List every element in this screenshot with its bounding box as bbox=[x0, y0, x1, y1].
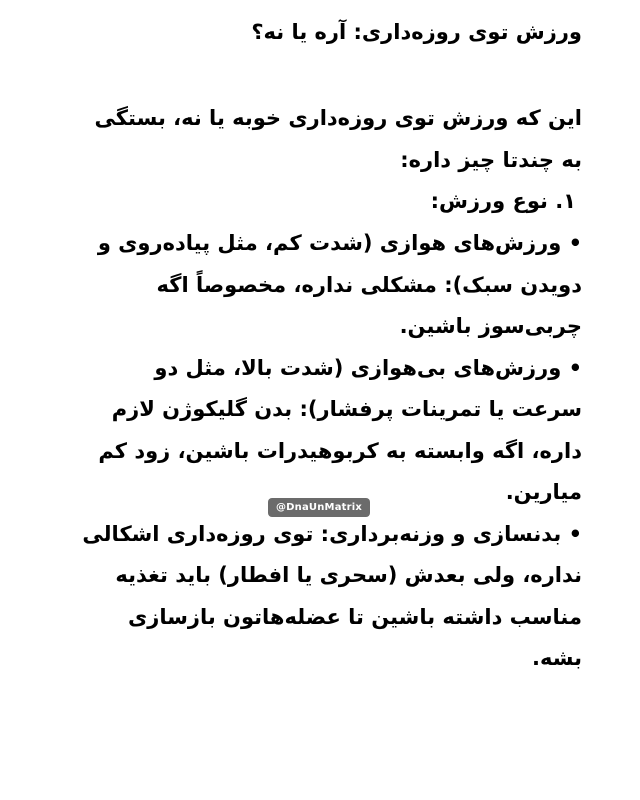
list-item-line: • بدنسازی و وزنه‌برداری: توی روزه‌داری اشکالی bbox=[82, 521, 582, 546]
intro-paragraph bbox=[52, 98, 582, 223]
list-item-line: مناسب داشته باشین تا عضله‌هاتون بازسازی bbox=[128, 604, 582, 629]
list-item-line: بشه. bbox=[532, 646, 582, 670]
watermark-badge: @DnaUnMatrix bbox=[268, 498, 370, 517]
exercise-types-list bbox=[52, 223, 582, 680]
list-item-line: داره، اگه وابسته به کربوهیدرات باشین، زود کم bbox=[98, 438, 582, 463]
list-item-line: چربی‌سوز باشین. bbox=[399, 314, 582, 338]
list-item-line: • ورزش‌های هوازی (شدت کم، مثل پیاده‌روی و bbox=[97, 231, 582, 255]
intro-line: به چندتا چیز داره: bbox=[400, 147, 582, 172]
list-item-line: نداره، ولی بعدش (سحری یا افطار) باید تغذیه bbox=[115, 563, 582, 587]
section-heading: ۱. نوع ورزش: bbox=[430, 189, 576, 213]
list-item-line: سرعت یا تمرینات پرفشار): بدن گلیکوژن لازم bbox=[111, 397, 582, 421]
title-text: ورزش توی روزه‌داری: آره یا نه؟ bbox=[251, 20, 582, 44]
post-title bbox=[52, 12, 582, 54]
intro-line: این که ورزش توی روزه‌داری خوبه یا نه، بستگی bbox=[94, 106, 582, 130]
list-item-line: میارین. bbox=[505, 480, 582, 504]
list-item-line: • ورزش‌های بی‌هوازی (شدت بالا، مثل دو bbox=[154, 355, 582, 380]
list-item-line: دویدن سبک): مشکلی نداره، مخصوصاً اگه bbox=[156, 272, 582, 297]
